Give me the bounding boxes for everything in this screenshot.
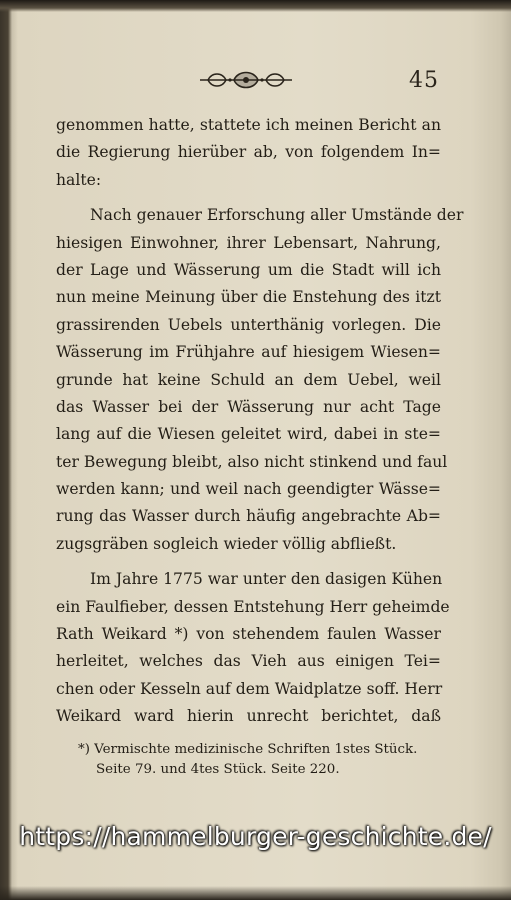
text-line-content: Weikard ward hierin unrecht berichtet, daß	[56, 707, 441, 726]
text-line	[56, 476, 441, 503]
text-line	[56, 503, 441, 530]
text-line	[56, 230, 441, 257]
text-line-content: genommen hatte, stattete ich meinen Bericht an	[56, 116, 441, 134]
text-line-content: rung das Wasser durch häufig angebrachte Ab=	[56, 507, 441, 526]
paragraph-gap	[56, 558, 441, 566]
footnote-line: *) Vermischte medizinische Schriften 1stes Stück.	[78, 742, 418, 757]
text-line	[56, 594, 450, 621]
text-line	[56, 139, 441, 166]
text-line-content: werden kann; und weil nach geendigter Wässe=	[56, 480, 441, 499]
text-line	[56, 531, 441, 558]
text-line	[56, 703, 441, 730]
paragraph-gap	[56, 194, 441, 202]
bottom-edge-shadow	[0, 886, 511, 900]
page-number: 45	[409, 68, 439, 93]
text-line-content: der Lage und Wässerung um die Stadt will ich	[56, 260, 441, 279]
text-line-content: Rath Weikard *) von stehendem faulen Wasser	[56, 625, 441, 644]
text-line-content: hiesigen Einwohner, ihrer Lebensart, Nahrung,	[56, 233, 441, 252]
text-line-content: ein Faulfieber, dessen Entstehung Herr geheimde	[56, 597, 450, 616]
text-line	[56, 449, 448, 476]
text-line-content: chen oder Kesseln auf dem Waidplatze soff. Herr	[56, 679, 443, 698]
text-line-content: Im Jahre 1775 war unter den dasigen Kühen	[90, 570, 443, 589]
footnote-line: Seite 79. und 4tes Stück. Seite 220.	[96, 762, 340, 777]
text-line	[56, 367, 441, 394]
text-line	[56, 621, 441, 648]
text-line	[56, 284, 441, 311]
text-line	[56, 421, 441, 448]
text-line-content: das Wasser bei der Wässerung nur acht Tage	[56, 397, 441, 416]
text-line-content: Wässerung im Frühjahre auf hiesigem Wiesen=	[56, 343, 441, 362]
text-line	[56, 339, 441, 366]
text-line	[56, 676, 441, 703]
text-line-content: herleitet, welches das Vieh aus einigen Tei=	[56, 652, 441, 671]
text-line	[56, 202, 464, 229]
text-line	[56, 257, 441, 284]
text-line-content: lang auf die Wiesen geleitet wird, dabei in ste=	[56, 425, 441, 444]
text-line	[56, 394, 441, 421]
text-line-content: halte:	[56, 170, 102, 189]
watermark-url: https://hammelburger-geschichte.de/	[19, 822, 492, 851]
text-line	[56, 566, 441, 593]
text-line-content: Nach genauer Erforschung aller Umstände der	[90, 206, 464, 225]
text-line-content: zugsgräben sogleich wieder völlig abfließt.	[56, 534, 397, 553]
footnote	[78, 740, 443, 780]
text-line-content: die Regierung hierüber ab, von folgendem In=	[56, 143, 441, 162]
body-text	[56, 112, 464, 731]
text-line-content: grassirenden Uebels unterthänig vorlegen. Die	[56, 315, 441, 334]
text-line	[56, 112, 441, 139]
top-edge-shadow	[0, 0, 511, 12]
text-line-content: nun meine Meinung über die Enstehung des itzt	[56, 288, 441, 307]
text-line	[56, 648, 441, 675]
text-line	[56, 312, 441, 339]
text-line	[56, 167, 441, 194]
text-line-content: grunde hat keine Schuld an dem Uebel, weil	[56, 370, 441, 389]
text-line-content: ter Bewegung bleibt, also nicht stinkend und faul	[56, 452, 448, 471]
ornament-icon	[198, 68, 294, 92]
